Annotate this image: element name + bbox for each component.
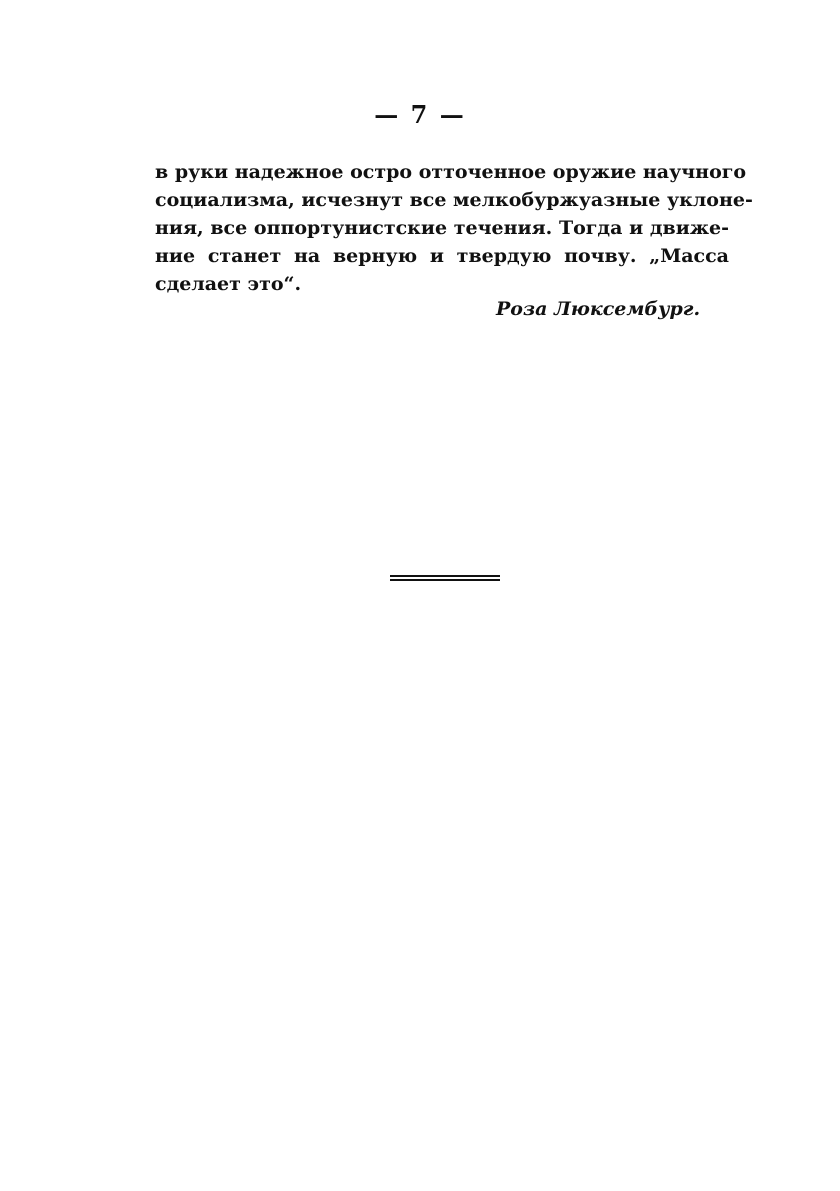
- text-line: в руки надежное остро отточенное оружие научного: [155, 161, 747, 183]
- text-line: социализма, исчезнут все мелкобуржуазные уклоне-: [155, 189, 753, 211]
- section-divider: [390, 575, 500, 581]
- author-signature: Роза Люксембург.: [496, 298, 701, 320]
- text-line: ния, все оппортунистские течения. Тогда и движе-: [155, 217, 729, 239]
- page-number: — 7 —: [374, 100, 466, 129]
- body-text: [155, 158, 753, 298]
- text-line: ние станет на верную и твердую почву. „Масса: [155, 245, 729, 267]
- text-line: сделает это“.: [155, 273, 302, 295]
